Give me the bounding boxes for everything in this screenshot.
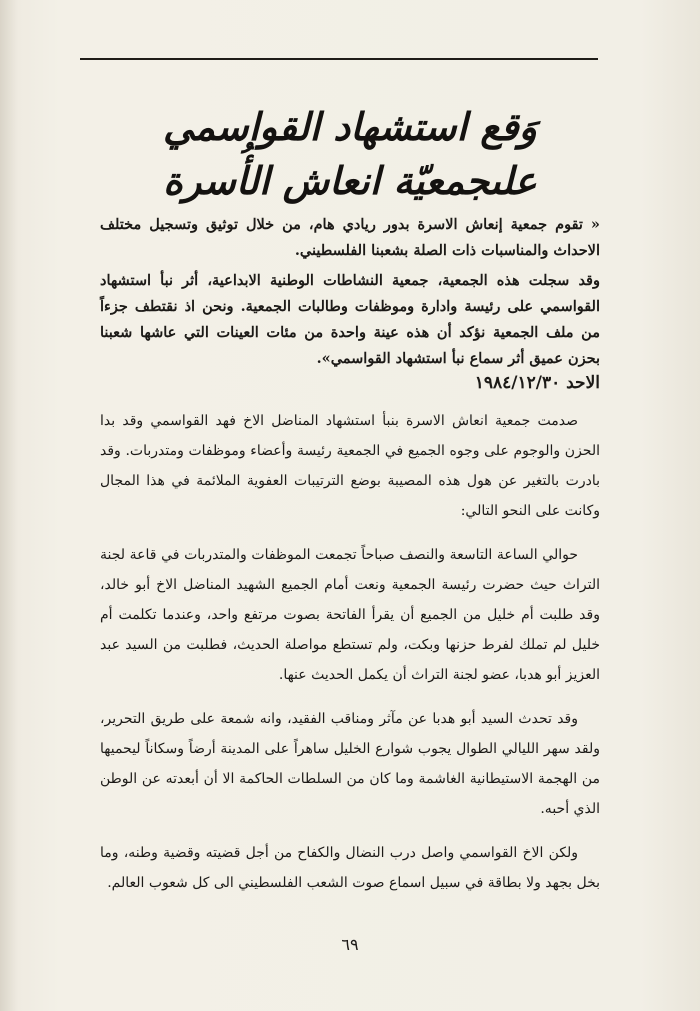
body-paragraph: وقد تحدث السيد أبو هدبا عن مآثر ومناقب الفقيد، وانه شمعة على طريق التحرير، ولقد سهر الليالي الطوال يجوب شوارع الخليل ساهراً على المدينة أرضاً وسكاناً ليحميها من الهجمة الاستيطانية الغاشمة وما كان من السلطات الحاكمة الا أن أبعدته عن الوطن الذي أحبه. [100, 711, 600, 817]
page-number: ٦٩ [341, 935, 359, 954]
body-paragraph: ولكن الاخ القواسمي واصل درب النضال والكفاح من أجل قضيته وقضية وطنه، وما بخل بجهد ولا بطاقة في سبيل اسماع صوت الشعب الفلسطيني الى كل شعوب العالم. [100, 845, 600, 891]
date-heading: الاحد ١٩٨٤/١٢/٣٠ [474, 373, 600, 393]
intro-quote [100, 212, 600, 376]
intro-paragraph: « تقوم جمعية إنعاش الاسرة بدور ريادي هام، من خلال توثيق وتسجيل مختلف الاحداث والمناسبات ذات الصلة بشعبنا الفلسطيني. [100, 216, 600, 259]
body-paragraph: حوالي الساعة التاسعة والنصف صباحاً تجمعت الموظفات والمتدربات في قاعة لجنة التراث حيث حضرت رئيسة الجمعية ونعت أمام الجميع الشهيد المناضل الاخ أبو خالد، وقد طلبت أم خليل من الجميع أن يقرأ الفاتحة بصوت مرتفع واحد، وعندما تكلمت أم خليل لم تملك لفرط حزنها وبكت، ولم تستطع مواصلة الحديث، فطلبت من السيد عبد العزيز أبو هدبا، عضو لجنة التراث أن يكمل الحديث عنها. [100, 547, 600, 683]
page-title [120, 100, 580, 208]
top-rule [80, 58, 598, 60]
title-line-1: وَقع استشهاد القواسمي [162, 104, 537, 149]
intro-paragraph: وقد سجلت هذه الجمعية، جمعية النشاطات الوطنية الابداعية، أثر نبأ استشهاد القواسمي على رئيسة وادارة وموظفات وطالبات الجمعية. ونحن اذ نقتطف جزءاً من ملف الجمعية نؤكد أن هذه عينة واحدة من مئات العينات التي عاشها شعبنا بحزن عميق أثر سماع نبأ استشهاد القواسمي». [100, 272, 600, 367]
body-paragraph: صدمت جمعية انعاش الاسرة بنبأ استشهاد المناضل الاخ فهد القواسمي وقد بدا الحزن والوجوم على وجوه الجميع في الجمعية رئيسة وأعضاء وموظفات ومتدربات. وقد بادرت بالتغير عن هول هذه المصيبة بوضع الترتيبات العفوية الملائمة في هذا المجال وكانت على النحو التالي: [100, 413, 600, 519]
title-line-2: علىجمعيّة انعاش الأُسرة [163, 158, 537, 203]
main-text [100, 406, 600, 912]
